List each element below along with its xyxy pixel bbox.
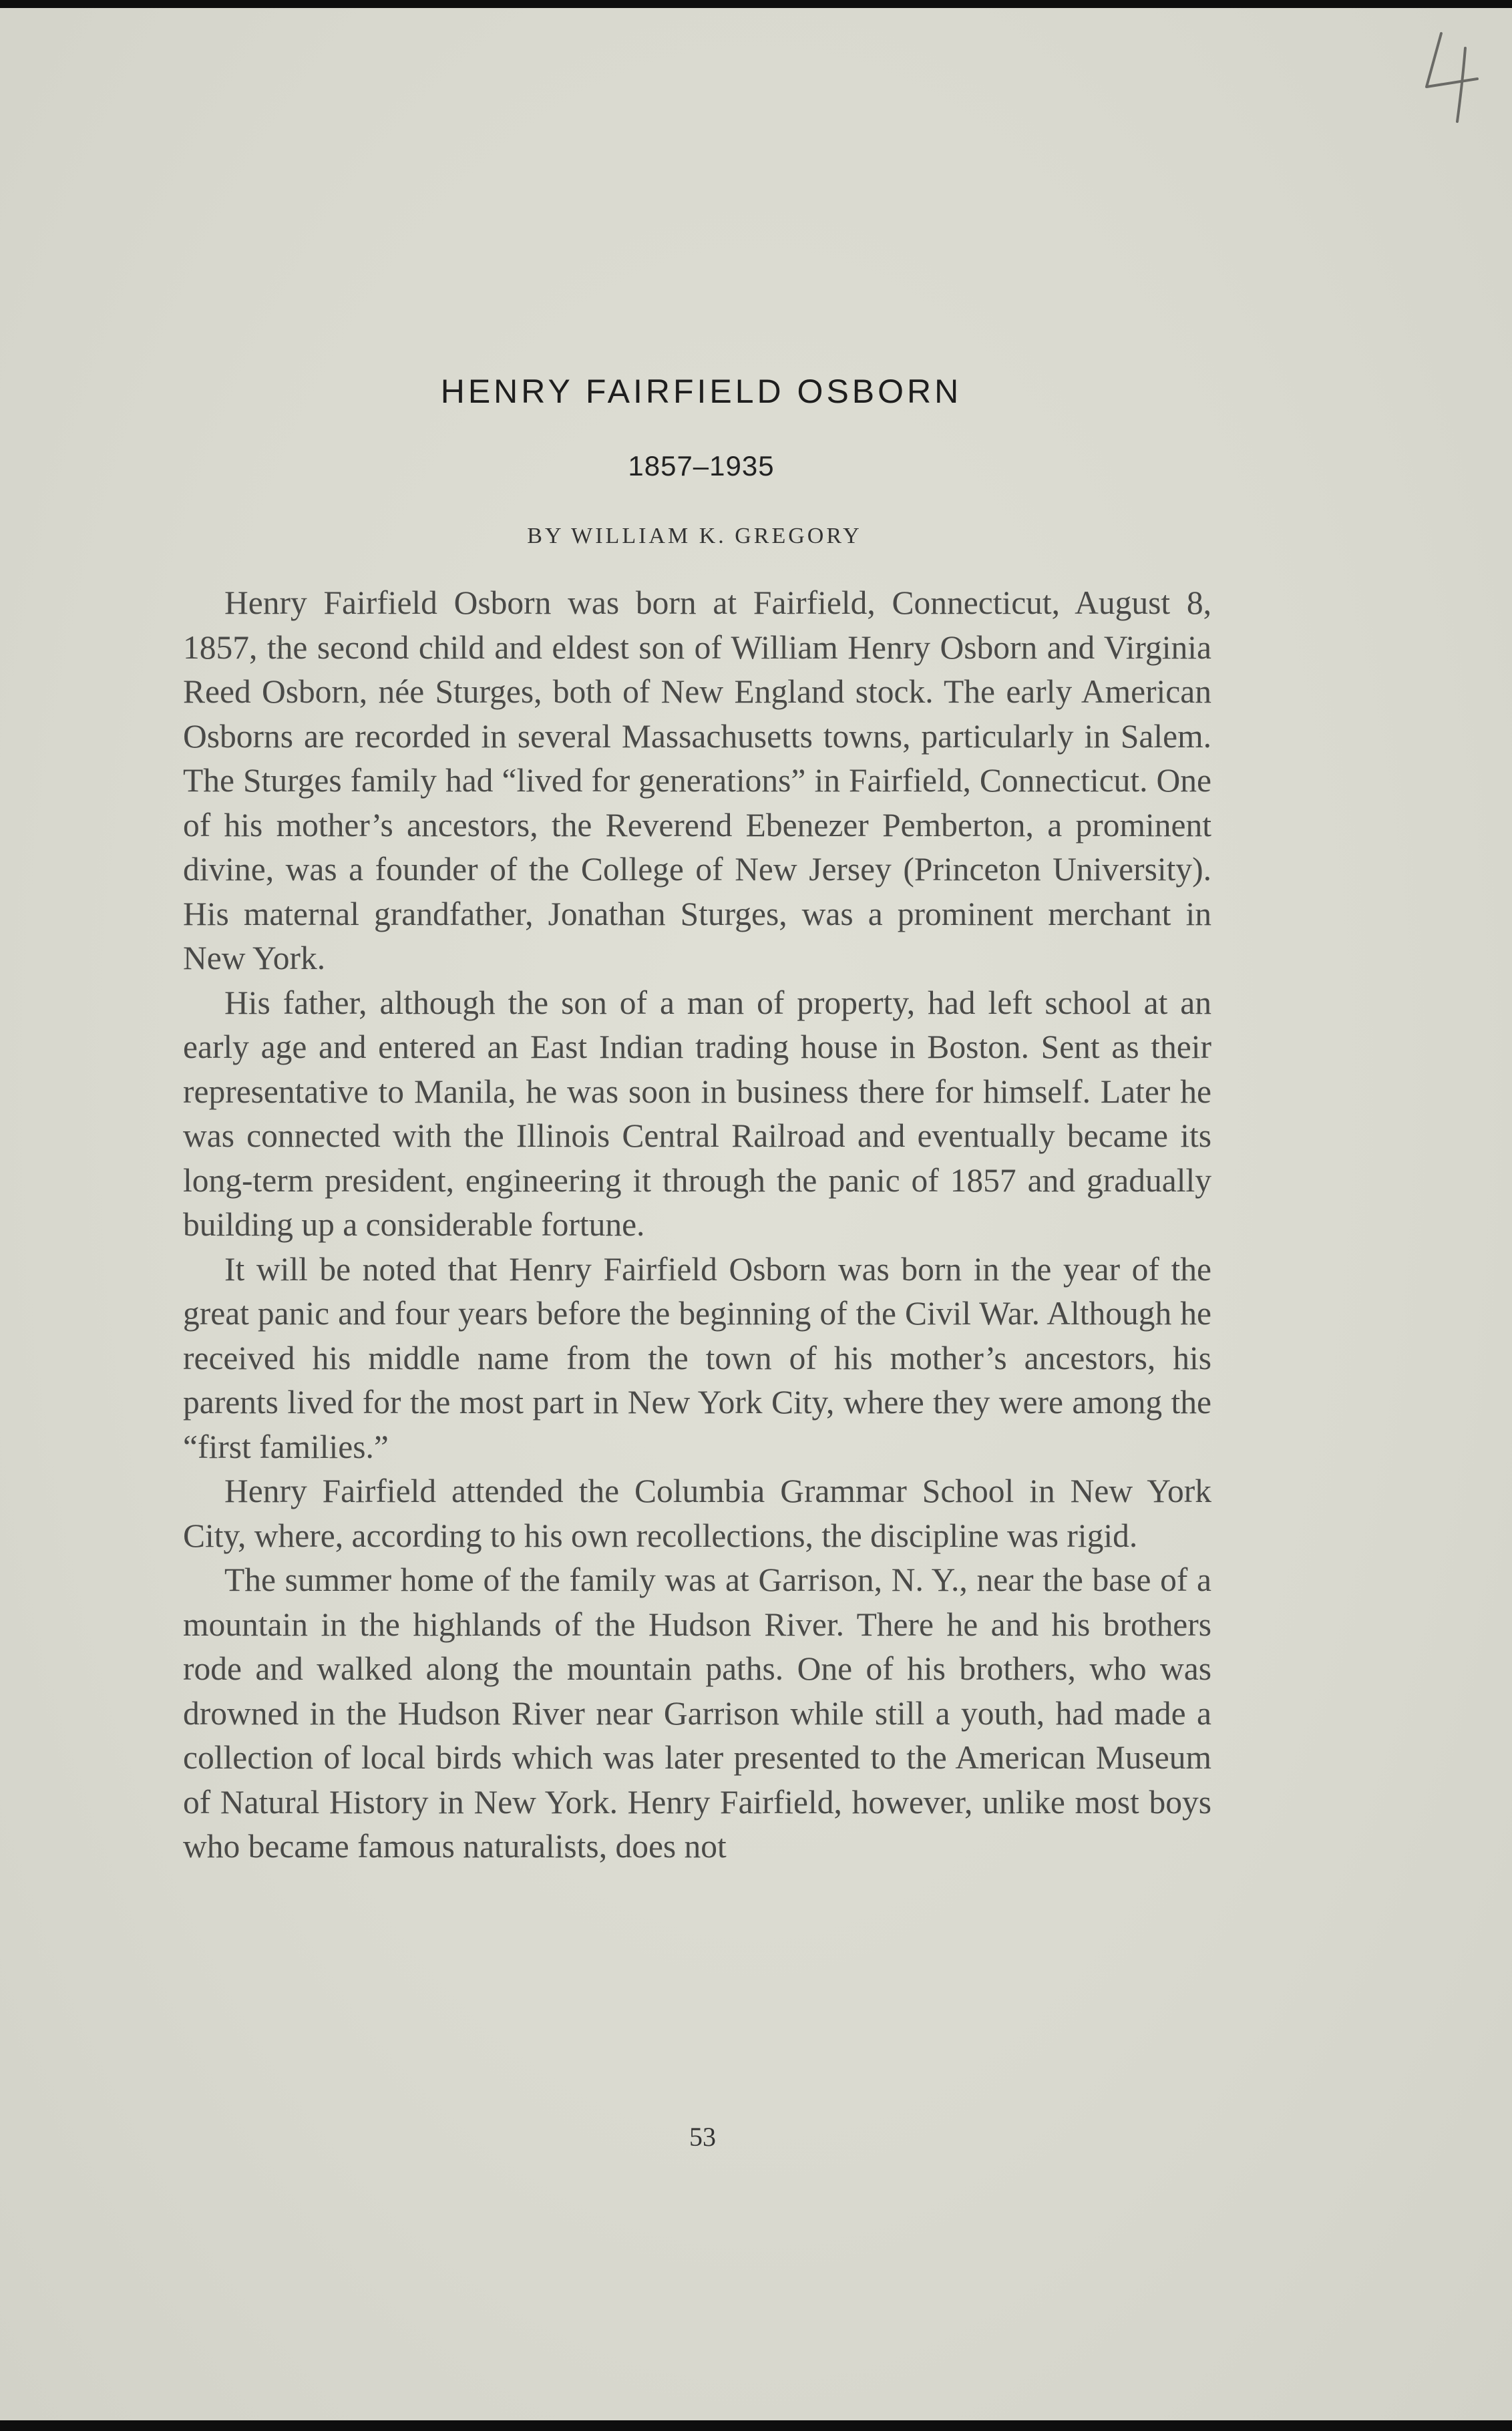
page-number: 53 — [689, 2122, 716, 2152]
article-body — [183, 581, 1211, 1869]
document-page — [0, 8, 1512, 2420]
paragraph: It will be noted that Henry Fairfield Osborn was born in the year of the great panic and four years before the beginning of the Civil War. Although he received his middle name from the town of his mother’s ancestors, his parents lived for the most part in New York City, where they were among the “first families.” — [183, 1250, 1211, 1465]
handwritten-page-mark — [1416, 28, 1489, 128]
paragraph: His father, although the son of a man of property, had left school at an early age and entered an East Indian trading house in Boston. Sent as their representative to Manila, he was soon in business there for himself. Later he was connected with the Illinois Central Railroad and eventually became its long-term president, engineering it through the panic of 1857 and gradually building up a considerable fortune. — [183, 984, 1211, 1243]
article-dates: 1857–1935 — [628, 450, 775, 482]
paragraph: Henry Fairfield Osborn was born at Fairfield, Connecticut, August 8, 1857, the second child and eldest son of William Henry Osborn and Virginia Reed Osborn, née Sturges, both of New England stock. The early American Osborns are recorded in several Massachusetts towns, particularly in Salem. The Sturges family had “lived for generations” in Fairfield, Connecticut. One of his mother’s ancestors, the Reverend Ebenezer Pemberton, a prominent divine, was a founder of the College of New Jersey (Princeton University). His maternal grandfather, Jonathan Sturges, was a prominent merchant in New York. — [183, 584, 1211, 976]
article-byline: BY WILLIAM K. GREGORY — [527, 524, 862, 548]
paragraph: The summer home of the family was at Garrison, N. Y., near the base of a mountain in the highlands of the Hudson River. There he and his brothers rode and walked along the mountain paths. One of his brothers, who was drowned in the Hudson River near Garrison while still a youth, had made a collection of local birds which was later presented to the American Museum of Natural History in New York. Henry Fairfield, however, unlike most boys who became famous naturalists, does not — [183, 1561, 1211, 1865]
article-title: HENRY FAIRFIELD OSBORN — [440, 373, 962, 410]
paragraph: Henry Fairfield attended the Columbia Grammar School in New York City, where, according to his own recollections, the discipline was rigid. — [183, 1473, 1211, 1554]
